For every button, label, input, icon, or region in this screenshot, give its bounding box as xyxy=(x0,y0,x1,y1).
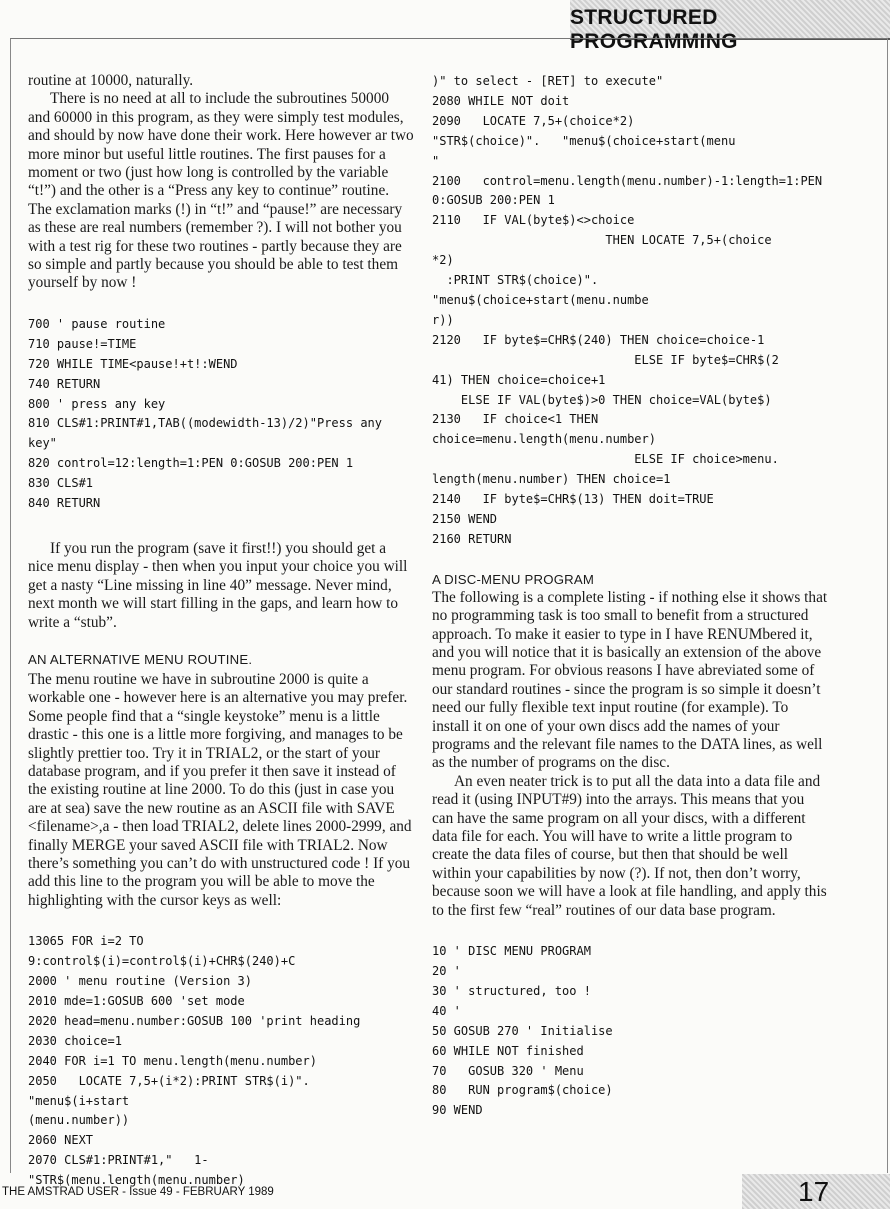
paragraph: routine at 10000, naturally. xyxy=(28,72,194,89)
right-column xyxy=(432,72,828,1121)
section-heading: AN ALTERNATIVE MENU ROUTINE. xyxy=(28,651,253,667)
paragraph: An even neater trick is to put all the data into a data file and read it (using INPUT#9) into the arrays. This means that you can have the same program on all your discs, with a different data file for each. You will have to write a little program to create the data files of course, but then that should be well within your capabilities by now (?). If not, then don’t worry, because soon we will have a look at file handling, and apply this to the first few “real” routines of our data base program. xyxy=(432,772,827,919)
paragraph: The menu routine we have in subroutine 2000 is quite a workable one - however here is an alternative you may prefer. Some people find that a “single keystoke” menu is a little drastic - this one is a little more forgiving, and manages to be slightly prettier too. Try it in TRIAL2, or the start of your database program, and if you prefer it then save it instead of the existing routine at line 2000. To do this (just in case you are at sea) save the new routine as an ASCII file with SAVE <filename>,a - then load TRIAL2, delete lines 2000-2999, and finally MERGE your saved ASCII file with TRIAL2. Now there’s something you can’t do with unstructured code ! If you add this line to the program you will be able to move the highlighting with the cursor keys as well: xyxy=(28,670,412,909)
footer-issue-info: THE AMSTRAD USER - Issue 49 - FEBRUARY 1989 xyxy=(2,1186,274,1198)
left-column xyxy=(28,72,414,1191)
code-listing: 10 ' DISC MENU PROGRAM 20 ' 30 ' structured, too ! 40 ' 50 GOSUB 270 ' Initialise 60 WHILE NOT finished 70 GOSUB 320 ' Menu 80 RUN program$(choice) 90 WEND xyxy=(432,944,613,1118)
paragraph: If you run the program (save it first!!) you should get a nice menu display - then when you input your choice you will get a nasty “Line missing in line 40” message. Never mind, next month we will start filling in the gaps, and learn how to write a “stub”. xyxy=(28,539,408,631)
code-listing: )" to select - [RET] to execute" 2080 WHILE NOT doit 2090 LOCATE 7,5+(choice*2) "STR$(choice)". "menu$(choice+start(menu " 2100 control=menu.length(menu.number)-1:length=1:PEN 0:GOSUB 200:PEN 1 2110 IF VAL(byte$)<>choice THEN LOCATE 7,5+(choice *2) :PRINT STR$(choice)". "menu$(choice+start(menu.numbe r)) 2120 IF byte$=CHR$(240) THEN choice=choice-1 ELSE IF byte$=CHR$(2 41) THEN choice=choice+1 ELSE IF VAL(byte$)>0 THEN choice=VAL(byte$) 2130 IF choice<1 THEN choice=menu.length(menu.number) ELSE IF choice>menu. length(menu.number) THEN choice=1 2140 IF byte$=CHR$(13) THEN doit=TRUE 2150 WEND 2160 RETURN xyxy=(432,74,823,546)
code-listing: 700 ' pause routine 710 pause!=TIME 720 WHILE TIME<pause!+t!:WEND 740 RETURN 800 ' press any key 810 CLS#1:PRINT#1,TAB((modewidth-13)/2)"Press any key" 820 control=12:length=1:PEN 0:GOSUB 200:PEN 1 830 CLS#1 840 RETURN xyxy=(28,316,383,511)
code-listing: 13065 FOR i=2 TO 9:control$(i)=control$(i)+CHR$(240)+C 2000 ' menu routine (Version 3) 2010 mde=1:GOSUB 600 'set mode 2020 head=menu.number:GOSUB 100 'print heading 2030 choice=1 2040 FOR i=1 TO menu.length(menu.number) 2050 LOCATE 7,5+(i*2):PRINT STR$(i)". "menu$(i+start (menu.number)) 2060 NEXT 2070 CLS#1:PRINT#1," 1-"STR$(menu.length(menu.number) xyxy=(28,934,361,1188)
section-heading: A DISC-MENU PROGRAM xyxy=(432,571,595,587)
header-banner xyxy=(570,0,890,53)
page-number-box xyxy=(742,1174,890,1209)
page-title: STRUCTURED PROGRAMMING xyxy=(570,6,738,53)
page-number: 17 xyxy=(798,1176,830,1207)
paragraph: There is no need at all to include the subroutines 50000 and 60000 in this program, as they were simply test modules, and should by now have done their work. Here however ar two more minor but useful little routines. The first pauses for a moment or two (just how long is controlled by the variable “t!”) and the other is a “Press any key to continue” routine. The exclamation marks (!) in “t!” and “pause!” are necessary as these are real numbers (remember ?). I will not bother you with a test rig for these two routines - partly because they are so simple and partly because you should be able to test them yourself by now ! xyxy=(28,90,414,292)
paragraph: The following is a complete listing - if nothing else it shows that no programming task is too small to benefit from a structured approach. To make it easier to type in I have RENUMbered it, and you will notice that it is basically an extension of the above menu program. For obvious reasons I have abreviated some of our standard routines - since the program is so simple it doesn’t need our fully flexible text input routine (for example). To install it on one of your own discs add the names of your programs and the relevant file names to the DATA lines, as well as the number of programs on the disc. xyxy=(432,588,828,772)
